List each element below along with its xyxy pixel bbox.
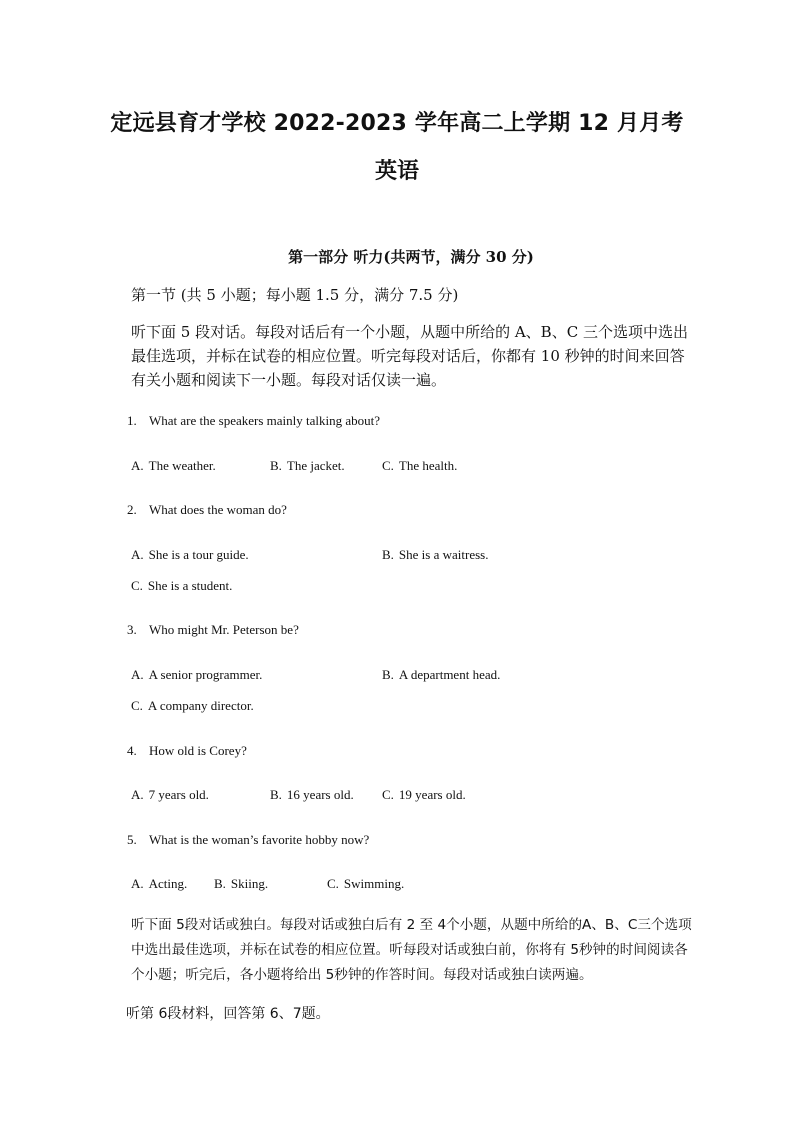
option-3a[interactable]: A. A senior programmer. (131, 667, 263, 682)
question-number: 2. (127, 502, 137, 517)
option-5c[interactable]: C. Swimming. (327, 876, 405, 891)
option-2b[interactable]: B. She is a waitress. (382, 547, 489, 562)
question-number: 1. (127, 413, 137, 428)
question-text: How old is Corey? (149, 743, 247, 758)
question-text: What are the speakers mainly talking about? (149, 413, 381, 428)
question-number: 5. (127, 832, 137, 847)
question-2 (127, 502, 287, 518)
option-3b[interactable]: B. A department head. (382, 667, 501, 682)
exam-title: 定远县育才学校 2022-2023 学年高二上学期 12 月月考 (110, 111, 684, 136)
section2-instructions: 听下面 5段对话或独白。每段对话或独白后有 2 至 4个小题，从题中所给的A、B、C三个选项中选出最佳选项，并标在试卷的相应位置。听每段对话或独白前，你将有 5秒钟的时间阅读各个小题；听完后，各小题将给出 5秒钟的作答时间。每段对话或独白读两遍。 (131, 917, 692, 983)
section-label: 第一节 (共 5 小题；每小题 1.5 分，满分 7.5 分) (131, 286, 459, 304)
question-text: Who might Mr. Peterson be? (149, 622, 299, 637)
question-3 (127, 622, 299, 638)
question-5 (127, 832, 369, 848)
question-1 (127, 413, 380, 429)
option-1b[interactable]: B. The jacket. (270, 458, 345, 473)
option-3c[interactable]: C. A company director. (131, 698, 254, 713)
question-number: 3. (127, 622, 137, 637)
option-2c[interactable]: C. She is a student. (131, 578, 233, 593)
option-4a[interactable]: A. 7 years old. (131, 787, 209, 802)
question-number: 4. (127, 743, 137, 758)
material-label: 听第 6段材料，回答第 6、7题。 (126, 1006, 330, 1022)
question-4 (127, 743, 247, 759)
option-1c[interactable]: C. The health. (382, 458, 458, 473)
subject-title: 英语 (374, 159, 419, 184)
option-5b[interactable]: B. Skiing. (214, 876, 269, 891)
option-4b[interactable]: B. 16 years old. (270, 787, 354, 802)
option-2a[interactable]: A. She is a tour guide. (131, 547, 249, 562)
option-1a[interactable]: A. The weather. (131, 458, 216, 473)
option-5a[interactable]: A. Acting. (131, 876, 188, 891)
question-text: What does the woman do? (149, 502, 287, 517)
question-text: What is the woman’s favorite hobby now? (149, 832, 370, 847)
option-4c[interactable]: C. 19 years old. (382, 787, 466, 802)
section1-instructions: 听下面 5 段对话。每段对话后有一个小题，从题中所给的 A、B、C 三个选项中选出最佳选项，并标在试卷的相应位置。听完每段对话后，你都有 10 秒钟的时间来回答有关小题和阅读下一小题。每段对话仅读一遍。 (131, 323, 688, 389)
part-heading: 第一部分 听力(共两节，满分 30 分) (288, 248, 534, 266)
